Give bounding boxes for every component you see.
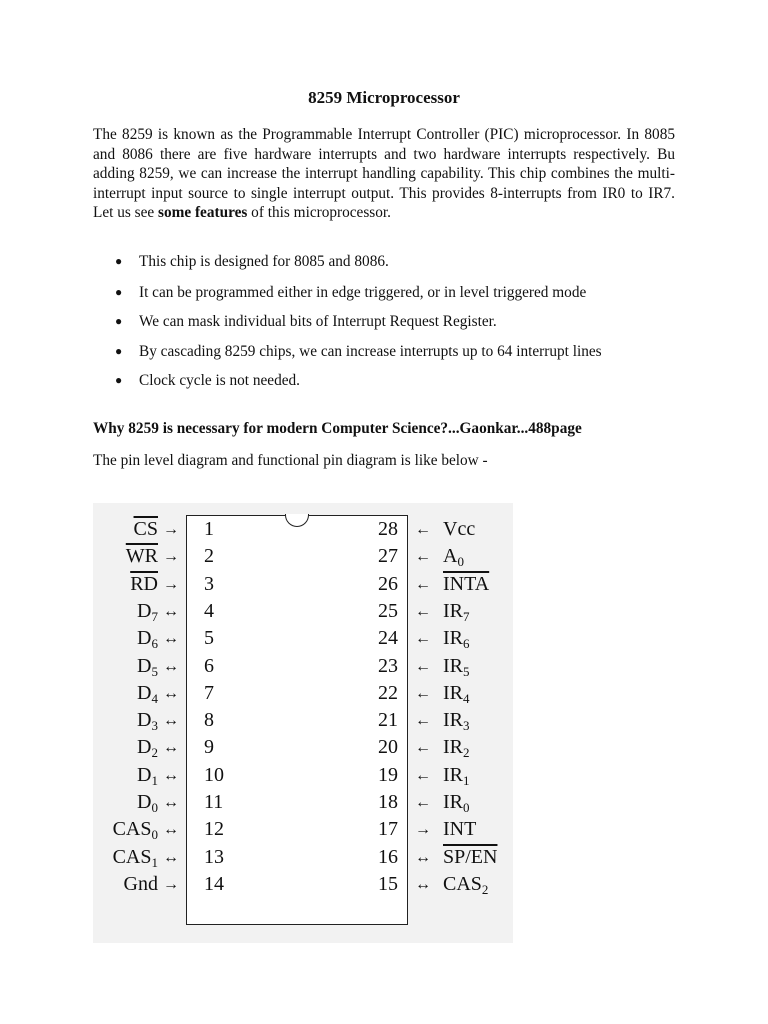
pin-name <box>443 682 470 704</box>
pin-arrow-icon: ↔ <box>415 848 431 866</box>
pin-name-text: Vcc <box>443 518 476 540</box>
pin-arrow-icon: ← <box>415 575 431 593</box>
right-pin-label <box>443 680 470 707</box>
pin-number: 24 <box>378 627 398 650</box>
pin-name-text: IR <box>443 681 463 704</box>
right-pin-label <box>443 844 497 871</box>
pin-subscript: 2 <box>151 745 158 761</box>
pin-subscript: 3 <box>151 718 158 734</box>
pin-subscript: 0 <box>463 800 470 815</box>
left-pin-label <box>93 598 158 625</box>
pin-arrow-icon: ← <box>415 794 431 811</box>
pin-number: 9 <box>204 736 214 759</box>
pin-arrow-icon: ← <box>415 521 431 538</box>
pin-diagram <box>93 503 513 943</box>
pin-name <box>130 573 158 595</box>
left-pin-label <box>93 844 158 871</box>
pin-number: 7 <box>204 681 214 704</box>
pin-name <box>443 846 497 868</box>
list-item-text: We can mask individual bits of Interrupt Request Register. <box>139 313 497 330</box>
pin-name <box>137 764 158 786</box>
pin-number: 15 <box>378 872 398 895</box>
pin-subscript: 1 <box>463 772 470 788</box>
pin-arrow-icon: ↔ <box>163 712 179 730</box>
pin-number: 27 <box>378 545 398 568</box>
right-pin-label <box>443 871 488 898</box>
pin-arrow-icon: ↔ <box>163 794 179 811</box>
pin-name-text: SP/EN <box>443 845 498 868</box>
right-pin-label <box>443 762 470 789</box>
pin-subscript: 7 <box>463 608 470 624</box>
left-pin-label <box>93 707 158 734</box>
pin-arrow-icon: ← <box>415 739 431 757</box>
pin-arrow-icon: ↔ <box>163 602 179 620</box>
pin-name-text: INTA <box>443 572 490 595</box>
pin-subscript: 0 <box>457 554 464 570</box>
pin-number: 4 <box>204 599 214 622</box>
pin-arrow-icon: → <box>163 521 179 538</box>
pin-name-text: INT <box>443 818 477 841</box>
pin-number: 13 <box>204 845 224 868</box>
pin-arrow-icon: ↔ <box>163 739 179 757</box>
bullet-icon: ● <box>115 254 123 268</box>
pin-number: 23 <box>378 654 398 677</box>
pin-name-text: $\overline{RD}$ <box>130 572 158 595</box>
pin-arrow-icon: ← <box>415 684 431 702</box>
pin-arrow-icon: ↔ <box>163 657 179 675</box>
pin-subscript: 0 <box>151 827 158 843</box>
pin-name-text: D <box>137 599 152 622</box>
pin-number: 18 <box>378 791 398 813</box>
bullet-icon: ● <box>115 314 123 328</box>
chip-notch <box>285 514 309 527</box>
pin-arrow-icon: → <box>163 548 179 566</box>
intro-tail-text: of this microprocessor. <box>247 204 391 221</box>
list-item <box>93 283 675 303</box>
pin-name <box>443 709 470 734</box>
pin-name-text: $\overline{WR}$ <box>125 545 158 568</box>
pin-number: 3 <box>204 572 214 595</box>
pin-number: 19 <box>378 763 398 786</box>
pin-name-text: D <box>137 736 152 759</box>
page-title: 8259 Microprocessor <box>308 88 460 107</box>
intro-text: The 8259 is known as the Programmable Interrupt Controller (PIC) microprocessor. In 8085 and 8086 there are five hardware interrupts and two hardware interrupts respectively. Bu adding 8259, we can increase the interrupt handling capability. This chip combines the multi-interrupt input source to single interrupt output. This provides 8-interrupts from IR0 to IR7. Let us see <box>93 126 675 221</box>
left-pin-label <box>93 516 158 543</box>
pin-number: 20 <box>378 736 398 759</box>
feature-list <box>93 252 675 391</box>
pin-name-text: IR <box>443 599 463 622</box>
bullet-icon: ● <box>115 284 123 299</box>
pin-number: 14 <box>204 872 224 895</box>
right-pin-label <box>443 734 470 761</box>
left-pin-label <box>93 543 158 570</box>
pin-name-text: $\overline{CS}$ <box>133 518 158 540</box>
pin-number: 2 <box>204 545 214 568</box>
list-item <box>93 312 675 332</box>
pin-name <box>137 709 158 734</box>
right-pin-label <box>443 598 470 625</box>
pin-arrow-icon: ← <box>415 657 431 675</box>
pin-subscript: 5 <box>151 663 158 679</box>
pin-name <box>137 600 158 622</box>
pin-arrow-icon: ↔ <box>163 821 179 839</box>
pin-name <box>137 627 158 652</box>
list-item-text: This chip is designed for 8085 and 8086. <box>139 253 389 270</box>
pin-arrow-icon: ← <box>415 548 431 566</box>
pin-subscript: 7 <box>151 608 158 624</box>
list-item <box>93 252 675 272</box>
pin-name <box>137 791 158 813</box>
diagram-caption: The pin level diagram and functional pin diagram is like below - <box>93 452 488 469</box>
pin-subscript: 3 <box>463 718 470 734</box>
pin-name <box>124 873 158 895</box>
pin-number: 11 <box>204 791 224 813</box>
pin-name <box>443 518 475 540</box>
pin-subscript: 4 <box>151 690 158 706</box>
pin-name-text: CAS <box>112 845 152 868</box>
pin-subscript: 1 <box>151 772 158 788</box>
pin-name-text: D <box>137 654 152 677</box>
left-pin-label <box>93 816 158 843</box>
pin-number: 1 <box>204 518 214 540</box>
pin-number: 22 <box>378 681 398 704</box>
list-item-text: Clock cycle is not needed. <box>139 372 300 389</box>
pin-name-text: IR <box>443 791 463 813</box>
pin-number: 12 <box>204 818 224 841</box>
pin-name <box>137 736 158 761</box>
pin-name <box>443 545 464 570</box>
pin-subscript: 0 <box>151 800 158 815</box>
pin-arrow-icon: ↔ <box>163 630 179 648</box>
left-pin-label <box>93 762 158 789</box>
pin-name <box>443 818 476 840</box>
pin-name-text: D <box>137 627 152 650</box>
right-pin-label <box>443 625 470 652</box>
pin-arrow-icon: ← <box>415 766 431 784</box>
left-pin-label <box>93 625 158 652</box>
pin-name-text: IR <box>443 736 463 759</box>
pin-subscript: 6 <box>463 636 470 652</box>
pin-name <box>137 682 158 704</box>
right-pin-label <box>443 653 470 680</box>
question-heading: Why 8259 is necessary for modern Computer Science?...Gaonkar...488page <box>93 420 582 437</box>
pin-name <box>443 764 470 786</box>
pin-name <box>443 736 470 761</box>
pin-number: 28 <box>378 518 398 540</box>
pin-arrow-icon: → <box>163 575 179 593</box>
pin-arrow-icon: ↔ <box>163 766 179 784</box>
pin-name <box>443 627 470 652</box>
pin-subscript: 2 <box>481 881 489 897</box>
bullet-icon: ● <box>115 373 123 387</box>
pin-name-text: IR <box>443 709 463 732</box>
right-pin-label <box>443 571 489 598</box>
pin-name-text: Gnd <box>123 872 158 895</box>
pin-name-text: CAS <box>443 872 482 895</box>
pin-arrow-icon: ← <box>415 602 431 620</box>
intro-paragraph <box>93 125 675 223</box>
pin-name-text: A <box>443 545 458 568</box>
pin-name <box>443 600 470 622</box>
pin-number: 10 <box>204 763 224 786</box>
pin-number: 16 <box>378 845 398 868</box>
pin-name <box>443 791 470 813</box>
pin-name-text: IR <box>443 763 463 786</box>
pin-name <box>137 655 158 677</box>
left-pin-label <box>93 680 158 707</box>
list-item-text: It can be programmed either in edge triggered, or in level triggered mode <box>139 283 587 301</box>
pin-arrow-icon: → <box>415 821 431 839</box>
pin-subscript: 1 <box>151 854 158 870</box>
pin-number: 6 <box>204 654 214 677</box>
right-pin-label <box>443 789 470 816</box>
pin-subscript: 5 <box>463 663 470 679</box>
pin-name-text: IR <box>443 627 463 650</box>
pin-name <box>126 545 158 567</box>
right-pin-label <box>443 516 475 543</box>
pin-arrow-icon: ← <box>415 712 431 730</box>
pin-number: 25 <box>378 599 398 622</box>
bullet-icon: ● <box>115 343 123 358</box>
pin-subscript: 2 <box>463 745 470 761</box>
right-pin-label <box>443 816 476 843</box>
pin-name-text: IR <box>443 654 463 677</box>
left-pin-label <box>93 789 158 816</box>
list-item <box>93 342 675 362</box>
pin-number: 21 <box>378 709 398 732</box>
pin-arrow-icon: ↔ <box>163 848 179 866</box>
pin-arrow-icon: ↔ <box>415 875 431 893</box>
intro-bold-text: some features <box>158 204 248 221</box>
right-pin-label <box>443 707 470 734</box>
pin-name-text: D <box>137 763 152 786</box>
pin-number: 26 <box>378 572 398 595</box>
left-pin-label <box>93 653 158 680</box>
pin-arrow-icon: ← <box>415 630 431 648</box>
pin-arrow-icon: ↔ <box>163 684 179 702</box>
pin-number: 5 <box>204 627 214 650</box>
right-pin-label <box>443 543 464 570</box>
pin-name-text: CAS <box>112 818 152 841</box>
pin-name <box>443 655 470 677</box>
pin-name <box>443 573 489 595</box>
pin-name <box>443 873 488 895</box>
pin-name-text: D <box>137 681 152 704</box>
list-item-text: By cascading 8259 chips, we can increase interrupts up to 64 interrupt lines <box>139 342 602 360</box>
pin-subscript: 4 <box>463 690 470 706</box>
pin-name-text: D <box>137 709 152 732</box>
pin-subscript: 6 <box>151 636 158 652</box>
pin-number: 8 <box>204 709 214 732</box>
left-pin-label <box>93 571 158 598</box>
pin-number: 17 <box>378 818 398 841</box>
pin-arrow-icon: → <box>163 875 179 893</box>
pin-name-text: D <box>137 791 152 813</box>
pin-name <box>134 518 158 540</box>
pin-name <box>112 818 158 843</box>
left-pin-label <box>93 871 158 898</box>
left-pin-label <box>93 734 158 761</box>
list-item <box>93 371 675 391</box>
pin-name <box>113 846 158 868</box>
